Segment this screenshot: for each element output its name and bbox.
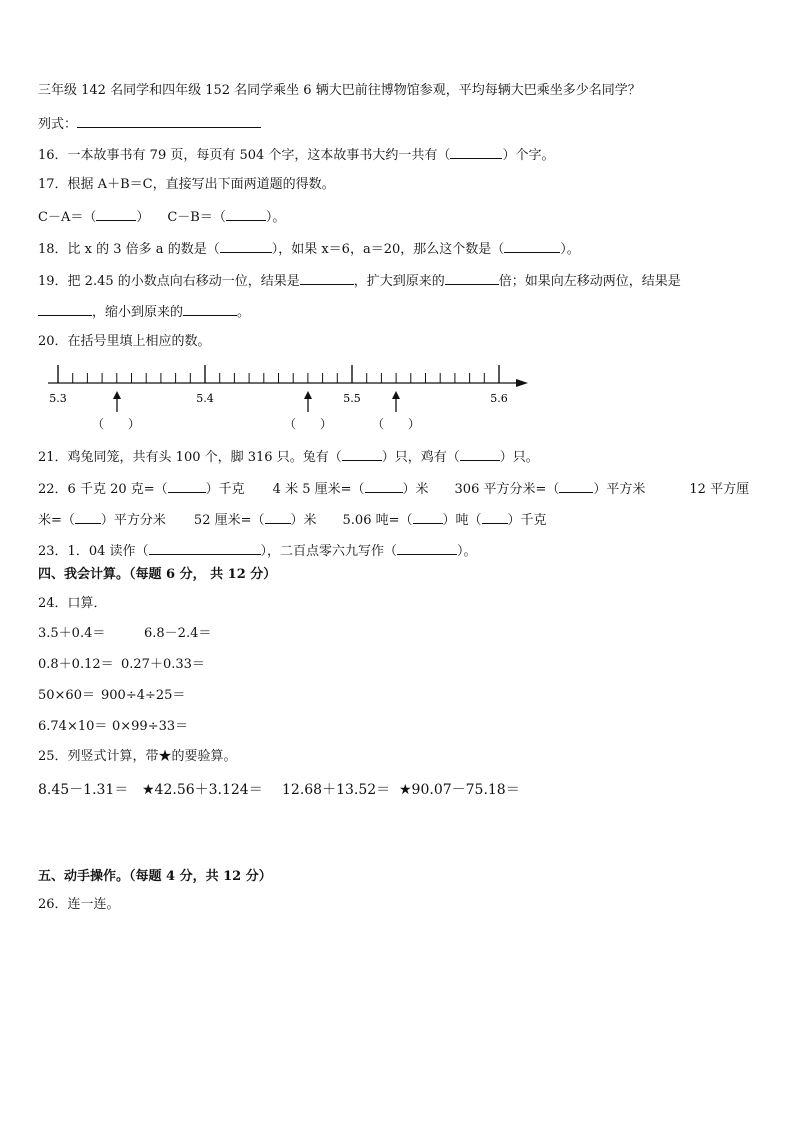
question-16 [38, 146, 554, 164]
answer-blank[interactable] [559, 480, 593, 493]
q22-item3: 306 平方分米=（ [454, 482, 560, 497]
answer-blank[interactable] [96, 208, 136, 221]
q22-item6-mid: ）吨（ [442, 513, 482, 528]
pointer-arrow-3 [392, 391, 400, 412]
question-15-text: 三年级 142 名同学和四年级 152 名同学乘坐 6 辆大巴前往博物馆参观，平均每辆大巴乘坐多少名同学？ [38, 83, 641, 98]
answer-blank[interactable] [504, 240, 560, 253]
label-5-6: 5.6 [490, 392, 508, 405]
ca-close: ） [136, 210, 150, 225]
vertical-calc-item: ★42.56＋3.124＝ [142, 782, 263, 798]
question-18-end: ）。 [560, 242, 580, 257]
question-23 [38, 542, 477, 560]
answer-blank[interactable] [450, 146, 502, 159]
question-19-mid: ，扩大到原来的 [353, 274, 445, 289]
answer-blank[interactable] [413, 511, 443, 524]
q22-item2: 4 米 5 厘米=（ [272, 482, 365, 497]
question-26-text: 26．连一连。 [38, 897, 120, 912]
question-23-end: ）。 [457, 544, 477, 559]
pointer-arrow-1 [113, 391, 121, 412]
calc-item: 0.8＋0.12＝ [38, 657, 114, 672]
answer-blank[interactable] [482, 511, 508, 524]
question-19-line1 [38, 272, 681, 290]
answer-blank[interactable] [460, 448, 500, 461]
answer-blank[interactable] [38, 303, 92, 316]
question-17-text: 17．根据 A＋B＝C，直接写出下面两道题的得数。 [38, 177, 335, 192]
ca-label: C－A＝（ [38, 210, 97, 225]
question-21-text: 21．鸡兔同笼，共有头 100 个，脚 316 只。兔有（ [38, 450, 342, 465]
question-21-end: ）只。 [499, 450, 539, 465]
calc-row-2 [38, 657, 205, 673]
question-19-line2 [38, 303, 250, 321]
label-5-4: 5.4 [196, 392, 214, 405]
question-23-text: 23．1．04 读作（ [38, 544, 149, 559]
question-21-mid: ）只，鸡有（ [381, 450, 460, 465]
label-5-5: 5.5 [343, 392, 361, 405]
question-25-text: 25．列竖式计算，带★的要验算。 [38, 749, 237, 764]
label-5-3: 5.3 [49, 392, 67, 405]
answer-blank[interactable] [75, 511, 101, 524]
answer-blank[interactable] [149, 542, 261, 555]
q22-item5: 52 厘米=（ [193, 513, 265, 528]
cb-close: ）。 [265, 210, 286, 225]
question-15-formula [38, 115, 261, 133]
calc-item: 50×60＝ [38, 688, 95, 703]
calc-item: 900÷4÷25＝ [101, 688, 186, 703]
q22-item6: 5.06 吨=（ [342, 513, 413, 528]
question-18 [38, 240, 580, 258]
q22-item1: 22．6 千克 20 克=（ [38, 482, 168, 497]
answer-blank[interactable] [77, 115, 261, 128]
q22-item4-end: ）平方分米 [100, 513, 166, 528]
question-21 [38, 448, 539, 466]
calc-item: 0×99÷33＝ [112, 719, 189, 734]
answer-blank[interactable] [265, 511, 291, 524]
question-18-mid: ），如果 x＝6，a＝20，那么这个数是（ [271, 242, 505, 257]
section-4-heading: 四、我会计算。（每题 6 分， 共 12 分） [38, 567, 277, 582]
answer-blank[interactable] [445, 272, 499, 285]
answer-blank[interactable] [300, 272, 354, 285]
answer-blank[interactable] [220, 240, 272, 253]
question-19-text: 19．把 2.45 的小数点向右移动一位，结果是 [38, 274, 300, 289]
q22-item1-end: ）千克 [205, 482, 245, 497]
q22-item2-end: ）米 [402, 482, 429, 497]
question-16-suffix: ）个字。 [502, 148, 555, 163]
number-line [40, 360, 540, 440]
question-19-end: 。 [237, 305, 251, 320]
q22-item4: 12 平方厘 [689, 482, 750, 497]
answer-blank[interactable] [342, 448, 382, 461]
number-line-arrowhead [516, 379, 528, 387]
vertical-calc-row [38, 782, 520, 798]
calc-item: 3.5＋0.4＝ [38, 626, 106, 641]
question-20-text: 20．在括号里填上相应的数。 [38, 334, 211, 349]
calc-item: 6.74×10＝ [38, 719, 108, 734]
pointer-arrow-2 [304, 391, 312, 412]
answer-blank[interactable] [168, 480, 206, 493]
q22-item3-end: ）平方米 [593, 482, 646, 497]
vertical-calc-item: ★90.07－75.18＝ [399, 782, 520, 798]
question-23-mid: ），二百点零六九写作（ [260, 544, 398, 559]
answer-blank[interactable] [365, 480, 403, 493]
question-18-text: 18．比 x 的 3 倍多 a 的数是（ [38, 242, 220, 257]
calc-row-4 [38, 719, 188, 735]
answer-blank[interactable] [226, 208, 266, 221]
calc-item: 0.27＋0.33＝ [121, 657, 205, 672]
question-17-answers [38, 208, 285, 226]
answer-paren-1[interactable]: （ ） [91, 417, 141, 431]
question-16-text: 16．一本故事书有 79 页，每页有 504 个字，这本故事书大约一共有（ [38, 148, 451, 163]
question-19-mid2: 倍；如果向左移动两位，结果是 [498, 274, 681, 289]
calc-row-1 [38, 626, 211, 642]
vertical-calc-item: 8.45－1.31＝ [38, 782, 129, 798]
cb-label: C－B＝（ [167, 210, 226, 225]
question-22-line1 [38, 480, 749, 498]
number-line-ticks [58, 365, 499, 383]
answer-blank[interactable] [397, 542, 457, 555]
formula-label: 列式： [38, 117, 78, 132]
answer-paren-2[interactable]: （ ） [283, 417, 333, 431]
answer-paren-3[interactable]: （ ） [371, 417, 421, 431]
section-5-heading: 五、动手操作。（每题 4 分，共 12 分） [38, 869, 272, 884]
question-24-text: 24．口算． [38, 596, 107, 611]
calc-row-3 [38, 688, 185, 704]
q22-item6-end: ）千克 [507, 513, 547, 528]
answer-blank[interactable] [183, 303, 237, 316]
calc-item: 6.8－2.4＝ [144, 626, 212, 641]
question-19-mid3: ，缩小到原来的 [92, 305, 184, 320]
vertical-calc-item: 12.68＋13.52＝ [282, 782, 391, 798]
q22-item5-end: ）米 [290, 513, 317, 528]
q22-item4-cont: 米=（ [38, 513, 75, 528]
question-22-line2 [38, 511, 547, 529]
